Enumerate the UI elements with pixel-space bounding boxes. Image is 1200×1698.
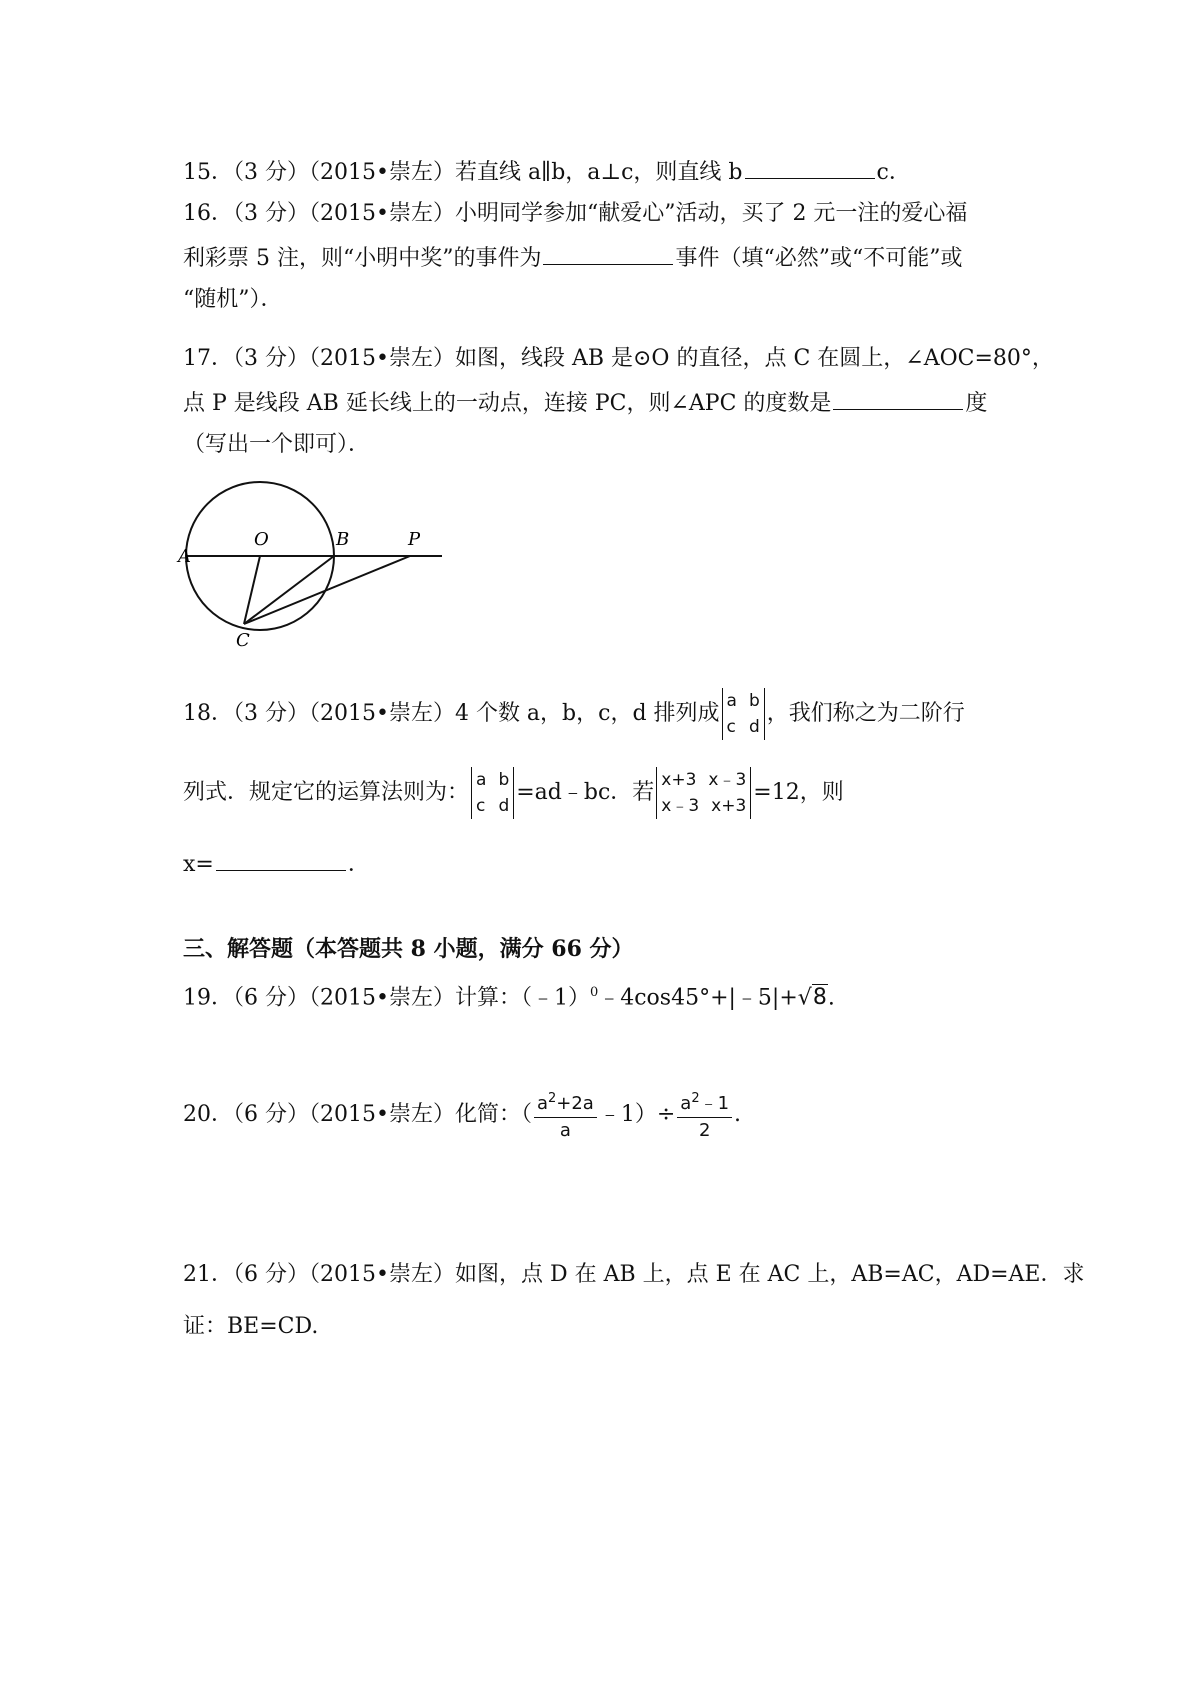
q18-line2-prefix: 列式．规定它的运算法则为： (183, 780, 470, 805)
f1-rest: +2a (556, 1093, 594, 1114)
question-18-line1 (183, 686, 965, 742)
q19-exponent: 0 (589, 985, 599, 1000)
fraction-1-denominator: a (559, 1120, 571, 1141)
circle-figure (180, 480, 440, 650)
label-p: P (408, 529, 421, 550)
f1-exp: 2 (547, 1091, 557, 1106)
question-21-line1: 21．（6 分）（2015•崇左）如图，点 D 在 AB 上，点 E 在 AC 上，AB=AC，AD=AE．求 (183, 1262, 1085, 1287)
segment-pc (244, 556, 410, 624)
f2-base: a (680, 1093, 692, 1114)
question-17-line2 (183, 387, 987, 419)
q16-blank[interactable] (543, 242, 673, 265)
question-17-line1: 17．（3 分）（2015•崇左）如图，线段 AB 是⊙O 的直径，点 C 在圆上，∠AOC=80°， (183, 346, 1054, 371)
section-3-title: 三、解答题（本答题共 8 小题，满分 66 分） (183, 936, 634, 962)
q18-line2-mid: =ad﹣bc．若 (516, 780, 655, 805)
label-a: A (178, 546, 191, 567)
label-b: B (336, 529, 350, 550)
determinant-rule (471, 767, 514, 819)
label-o: O (254, 529, 269, 550)
fraction-1-numerator (534, 1086, 597, 1118)
f2-rest: ﹣1 (699, 1093, 730, 1114)
question-15 (183, 156, 911, 188)
q18-blank[interactable] (216, 848, 346, 871)
q19-prefix: 19．（6 分）（2015•崇左）计算：（﹣1） (183, 985, 590, 1011)
question-17-line3: （写出一个即可）． (183, 432, 371, 457)
det-x-c: x﹣3 (661, 796, 700, 816)
q17-line2-suffix: 度 (965, 391, 988, 416)
q15-blank[interactable] (745, 156, 875, 179)
label-c: C (236, 630, 250, 651)
f2-exp: 2 (691, 1091, 700, 1106)
det-rule-d: d (498, 796, 510, 816)
question-16-line2 (183, 242, 962, 274)
q15-suffix: c． (876, 160, 911, 185)
det-x-b: x﹣3 (708, 770, 747, 790)
q18-line3-suffix: ． (347, 852, 370, 877)
question-16-line1: 16．（3 分）（2015•崇左）小明同学参加“献爱心”活动，买了 2 元一注的爱心福 (183, 201, 968, 226)
det-x-a: x+3 (661, 770, 697, 790)
fraction-2-numerator (677, 1086, 732, 1118)
q16-line2-suffix: 事件（填“必然”或“不可能”或 (675, 246, 963, 271)
det-rule-a: a (476, 770, 487, 790)
fraction-1 (534, 1086, 597, 1144)
q19-sqrt-value: 8 (812, 985, 827, 1011)
det-rule-c: c (476, 796, 486, 816)
fraction-2-denominator: 2 (698, 1120, 711, 1141)
q17-line2-prefix: 点 P 是线段 AB 延长线上的一动点，连接 PC，则∠APC 的度数是 (183, 391, 832, 416)
det-x-d: x+3 (711, 796, 747, 816)
question-19 (183, 978, 835, 1013)
sqrt-symbol: √8 (797, 985, 827, 1011)
det-d: d (748, 717, 760, 737)
question-16-line3: “随机”）． (183, 287, 283, 312)
q18-line1-suffix: ，我们称之为二阶行 (766, 701, 965, 726)
q19-mid: ﹣4cos45°+|﹣5|+ (598, 985, 798, 1011)
q18-line3-prefix: x= (183, 852, 214, 877)
q15-text: 15．（3 分）（2015•崇左）若直线 a∥b，a⊥c，则直线 b (183, 160, 743, 185)
question-21-line2: 证：BE=CD. (183, 1314, 319, 1339)
q20-prefix: 20．（6 分）（2015•崇左）化简：（ (183, 1102, 532, 1127)
q19-suffix: . (827, 985, 835, 1011)
q17-blank[interactable] (833, 387, 963, 410)
fraction-2 (677, 1086, 732, 1144)
question-18-line2 (183, 765, 844, 821)
q20-mid: ﹣1）÷ (598, 1102, 676, 1127)
det-rule-b: b (498, 770, 510, 790)
determinant-x (656, 767, 751, 819)
q18-line1-prefix: 18．（3 分）（2015•崇左）4 个数 a，b，c，d 排列成 (183, 701, 720, 726)
q18-line2-suffix: =12，则 (753, 780, 844, 805)
question-18-line3 (183, 848, 370, 880)
det-a: a (726, 691, 737, 711)
question-20 (183, 1085, 741, 1145)
det-b: b (748, 691, 760, 711)
q20-suffix: . (734, 1102, 742, 1127)
q16-line2-prefix: 利彩票 5 注，则“小明中奖”的事件为 (183, 246, 542, 271)
f1-base: a (536, 1093, 548, 1114)
det-c: c (726, 717, 736, 737)
determinant-abcd (722, 688, 765, 740)
